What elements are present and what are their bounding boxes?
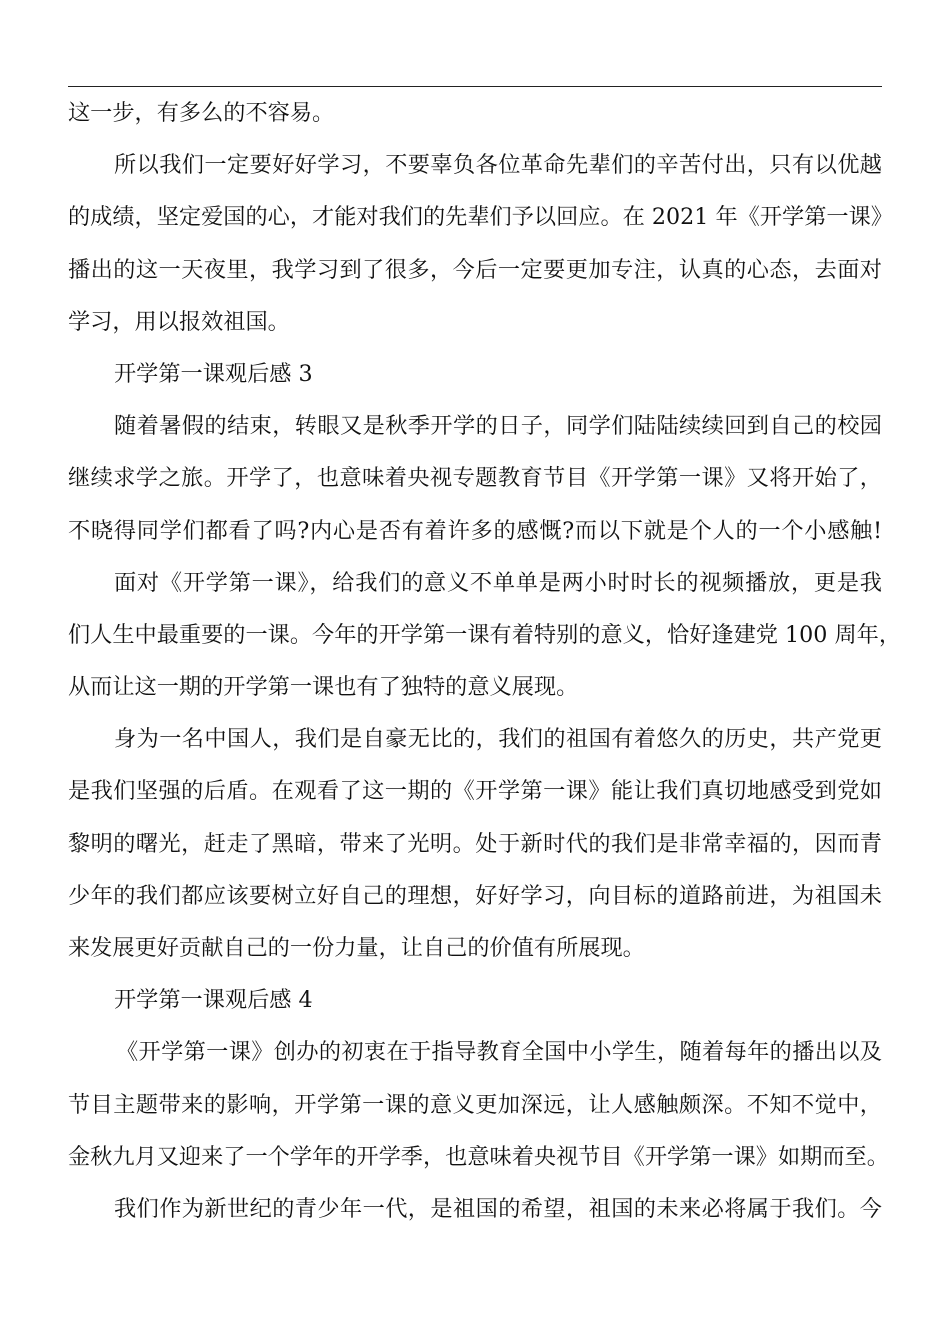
text-line: 少年的我们都应该要树立好自己的理想，好好学习，向目标的道路前进，为祖国未 xyxy=(68,882,882,909)
header-rule xyxy=(68,86,882,87)
text-line: 身为一名中国人，我们是自豪无比的，我们的祖国有着悠久的历史，共产党更 xyxy=(114,726,882,753)
section-heading: 开学第一课观后感 3 xyxy=(114,360,313,387)
text-line: 来发展更好贡献自己的一份力量，让自己的价值有所展现。 xyxy=(68,935,645,961)
text-line: 所以我们一定要好好学习，不要辜负各位革命先辈们的辛苦付出，只有以优越 xyxy=(114,152,882,179)
text-line: 《开学第一课》创办的初衷在于指导教育全国中小学生，随着每年的播出以及 xyxy=(116,1039,882,1066)
text-line: 节目主题带来的影响，开学第一课的意义更加深远，让人感触颇深。不知不觉中， xyxy=(68,1091,882,1118)
text-line: 这一步，有多么的不容易。 xyxy=(68,100,335,126)
text-line: 随着暑假的结束，转眼又是秋季开学的日子，同学们陆陆续续回到自己的校园 xyxy=(114,413,882,440)
text-line: 从而让这一期的开学第一课也有了独特的意义展现。 xyxy=(68,674,579,701)
text-line: 我们作为新世纪的青少年一代，是祖国的希望，祖国的未来必将属于我们。今 xyxy=(114,1195,882,1222)
text-line: 黎明的曙光，赶走了黑暗，带来了光明。处于新时代的我们是非常幸福的，因而青 xyxy=(68,830,882,857)
text-line: 们人生中最重要的一课。今年的开学第一课有着特别的意义，恰好逢建党 100 周年， xyxy=(68,621,902,648)
text-line: 播出的这一天夜里，我学习到了很多，今后一定要更加专注，认真的心态，去面对 xyxy=(68,256,882,283)
section-heading: 开学第一课观后感 4 xyxy=(114,987,313,1014)
text-line: 学习，用以报效祖国。 xyxy=(68,308,290,335)
text-line: 不晓得同学们都看了吗?内心是否有着许多的感慨?而以下就是个人的一个小感触! xyxy=(68,517,882,544)
text-line: 金秋九月又迎来了一个学年的开学季，也意味着央视节目《开学第一课》如期而至。 xyxy=(68,1143,889,1170)
text-line: 的成绩，坚定爱国的心，才能对我们的先辈们予以回应。在 2021 年《开学第一课》 xyxy=(68,204,893,231)
text-line: 面对《开学第一课》，给我们的意义不单单是两小时时长的视频播放，更是我 xyxy=(114,569,882,596)
text-line: 是我们坚强的后盾。在观看了这一期的《开学第一课》能让我们真切地感受到党如 xyxy=(68,778,882,805)
text-line: 继续求学之旅。开学了，也意味着央视专题教育节目《开学第一课》又将开始了， xyxy=(68,465,882,492)
body-text xyxy=(68,93,902,1241)
